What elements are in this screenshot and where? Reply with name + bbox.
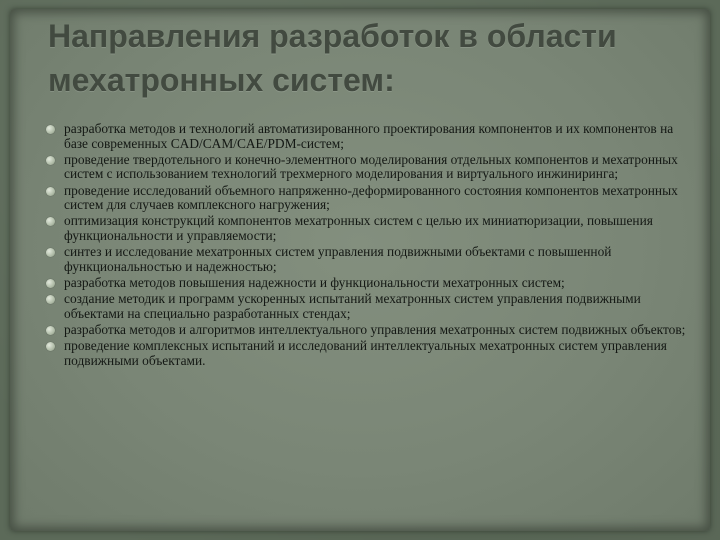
list-item	[46, 292, 686, 321]
list-item	[46, 214, 686, 243]
bullet-icon	[46, 125, 55, 134]
bullet-icon	[46, 342, 55, 351]
list-item-text: разработка методов и технологий автоматизированного проектирования компонентов и их компонентов на базе современных CAD/CAM/CAE/PDM-систем;	[64, 121, 674, 151]
bullet-icon	[46, 156, 55, 165]
list-item	[46, 339, 686, 368]
bullet-icon	[46, 295, 55, 304]
bullet-icon	[46, 187, 55, 196]
bullet-icon	[46, 217, 55, 226]
list-item-text: проведение твердотельного и конечно-элементного моделирования отдельных компонентов и мехатронных систем с использованием технологий трехмерного моделирования и виртуального инжиниринга;	[64, 151, 678, 182]
bullet-list	[46, 122, 686, 370]
list-item-text: создание методик и программ ускоренных испытаний мехатронных систем управления подвижными объектами на специально разработанных стендах;	[64, 291, 641, 321]
list-item	[46, 153, 686, 182]
list-item-text: синтез и исследование мехатронных систем управления подвижными объектами с повышенной функциональностью и надежностью;	[64, 244, 612, 274]
bullet-icon	[46, 248, 55, 257]
list-item	[46, 245, 686, 274]
list-item	[46, 276, 686, 291]
list-item-text: проведение комплексных испытаний и исследований интеллектуальных мехатронных систем управления подвижными объектами.	[64, 338, 667, 368]
list-item	[46, 323, 686, 338]
bullet-icon	[46, 326, 55, 335]
list-item-text: проведение исследований объемного напряженно-деформированного состояния компонентов мехатронных систем для случаев комплексного нагружения;	[64, 182, 678, 213]
list-item-text: разработка методов и алгоритмов интеллектуального управления мехатронных систем подвижных объектов;	[64, 321, 686, 337]
list-item	[46, 122, 686, 151]
slide-title: Направления разработок в области мехатронных систем:	[48, 18, 617, 98]
list-item-text: разработка методов повышения надежности и функциональности мехатронных систем;	[64, 274, 565, 290]
list-item-text: оптимизация конструкций компонентов мехатронных систем с целью их миниатюризации, повышения функциональности и управляемости;	[64, 213, 653, 243]
list-item	[46, 184, 686, 213]
bullet-icon	[46, 279, 55, 288]
